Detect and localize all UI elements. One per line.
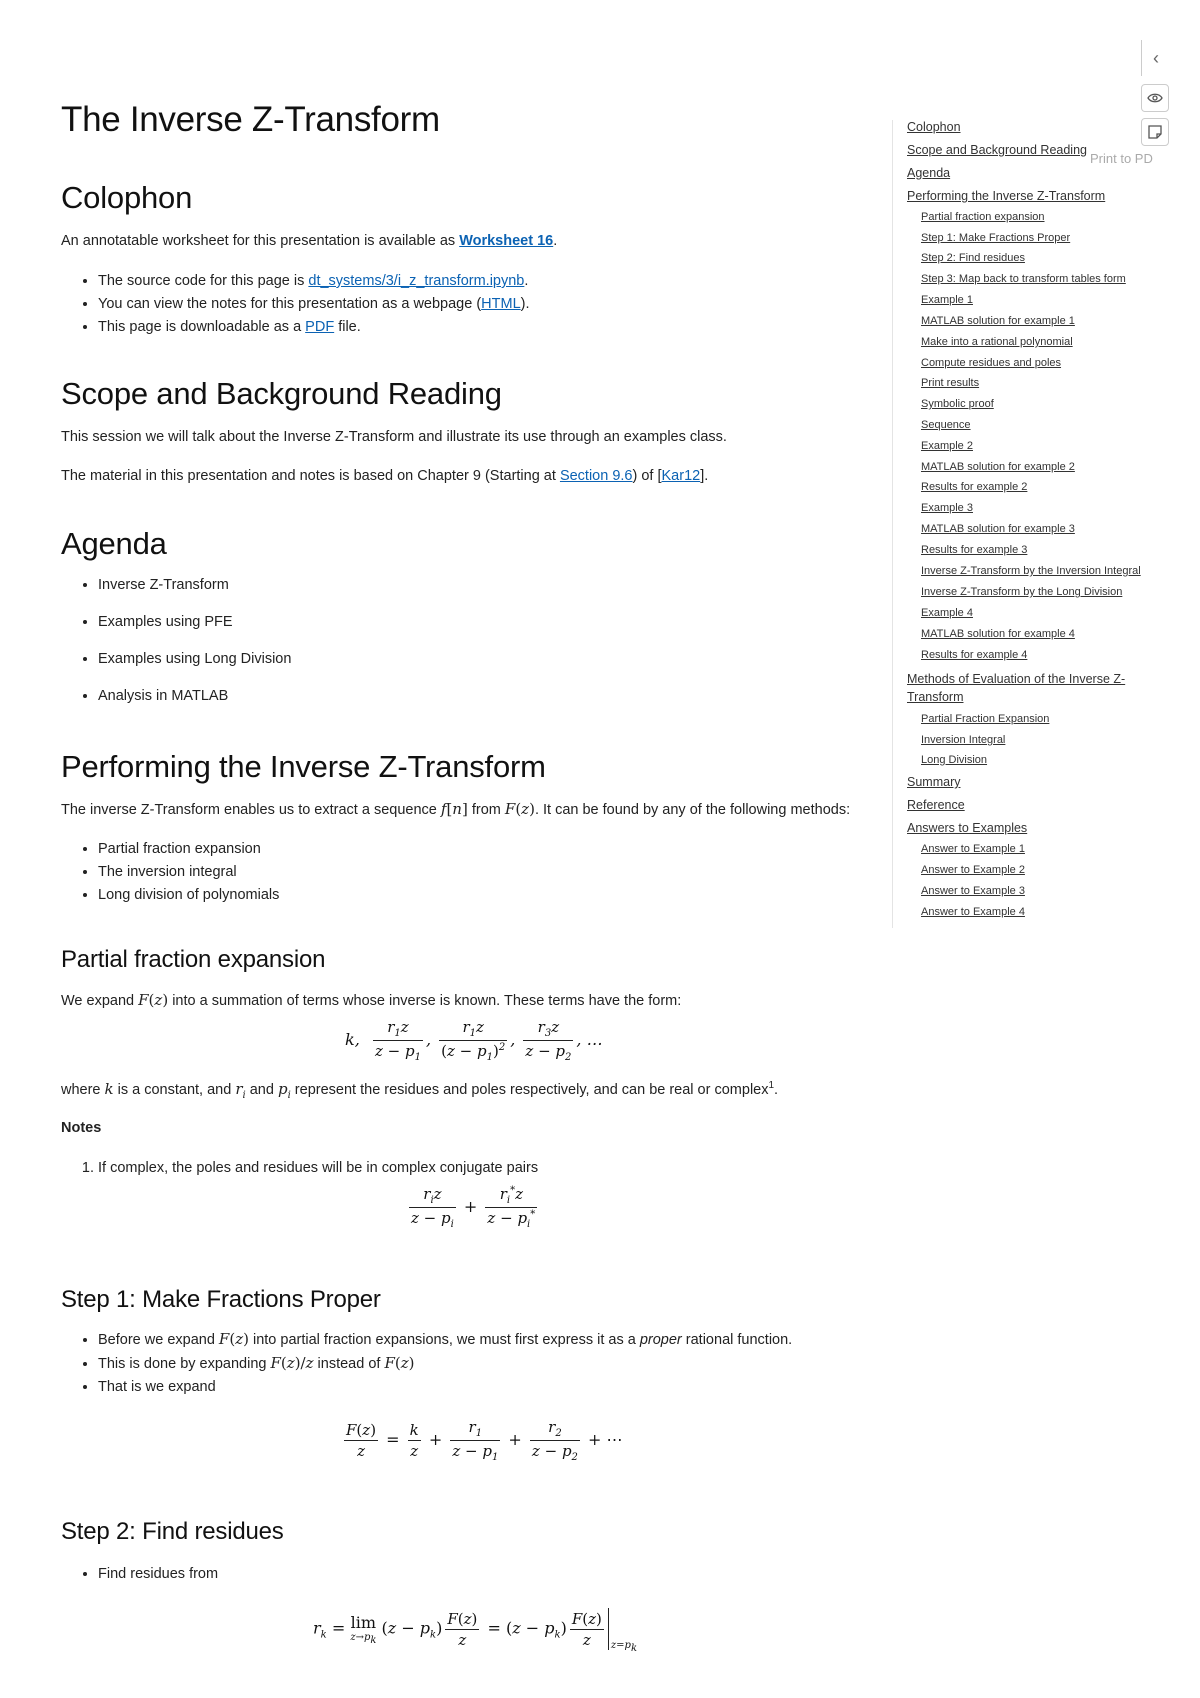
- colophon-list: [61, 270, 530, 339]
- list-item: 1. If complex, the poles and residues will be in complex conjugate pairs: [98, 1157, 538, 1180]
- list-item: • Find residues from: [98, 1563, 218, 1586]
- chevron-left-icon: ‹: [1153, 47, 1159, 68]
- toc-item[interactable]: Answer to Example 2: [921, 864, 1025, 876]
- toc-item[interactable]: Answer to Example 1: [921, 843, 1025, 855]
- eye-icon: [1147, 90, 1163, 106]
- toc-item[interactable]: Example 3: [921, 502, 973, 514]
- toc-item[interactable]: Results for example 3: [921, 544, 1028, 556]
- performing-heading: Performing the Inverse Z-Transform: [61, 749, 546, 784]
- toc-item[interactable]: Answer to Example 4: [921, 906, 1025, 918]
- toc-item[interactable]: Summary: [907, 775, 961, 789]
- toc-item[interactable]: Step 3: Map back to transform tables form: [921, 273, 1126, 285]
- list-item: • You can view the notes for this presentation as a webpage (HTML).: [98, 293, 530, 316]
- list-item: • Examples using Long Division: [98, 641, 291, 678]
- toc-item[interactable]: Step 1: Make Fractions Proper: [921, 232, 1071, 244]
- toc-item[interactable]: Agenda: [907, 166, 951, 180]
- toc-item[interactable]: MATLAB solution for example 2: [921, 461, 1075, 473]
- step2-heading: Step 2: Find residues: [61, 1518, 284, 1545]
- list-item: • Analysis in MATLAB: [98, 678, 291, 715]
- list-item: • That is we expand: [98, 1376, 792, 1399]
- toc-item[interactable]: Make into a rational polynomial: [921, 336, 1073, 348]
- list-item: • This page is downloadable as a PDF file.: [98, 316, 530, 339]
- pfe-paragraph-1: We expand F(z) into a summation of terms whose inverse is known. These terms have the form:: [61, 991, 682, 1009]
- collapse-sidebar-button[interactable]: [1141, 40, 1170, 76]
- notes-heading: Notes: [61, 1120, 102, 1136]
- scope-heading: Scope and Background Reading: [61, 376, 502, 411]
- notes-list: [61, 1157, 538, 1180]
- toc-item[interactable]: Results for example 4: [921, 649, 1028, 661]
- toc-item[interactable]: MATLAB solution for example 4: [921, 628, 1075, 640]
- scope-paragraph-2: The material in this presentation and notes is based on Chapter 9 (Starting at Section 9.6) of [Kar12].: [61, 468, 709, 484]
- toc-item[interactable]: Example 4: [921, 607, 973, 619]
- toc-item[interactable]: Step 2: Find residues: [921, 252, 1025, 264]
- table-of-contents: [892, 120, 1153, 928]
- step1-heading: Step 1: Make Fractions Proper: [61, 1286, 381, 1313]
- toc-item[interactable]: MATLAB solution for example 3: [921, 523, 1075, 535]
- scope-paragraph-1: This session we will talk about the Inverse Z-Transform and illustrate its use through an examples class.: [61, 429, 727, 445]
- agenda-list: [61, 567, 291, 715]
- toc-item[interactable]: Inversion Integral: [921, 734, 1006, 746]
- toc-item[interactable]: Long Division: [921, 754, 988, 766]
- toc-item[interactable]: Compute residues and poles: [921, 357, 1062, 369]
- toc-item[interactable]: Methods of Evaluation of the Inverse Z-: [907, 672, 1126, 686]
- performing-paragraph: The inverse Z-Transform enables us to extract a sequence f[n] from F(z). It can be found by any of the following methods:: [61, 800, 851, 818]
- toc-item[interactable]: Sequence: [921, 419, 971, 431]
- pfe-heading: Partial fraction expansion: [61, 946, 326, 973]
- list-item: • Long division of polynomials: [98, 884, 279, 907]
- toc-item[interactable]: Performing the Inverse Z-Transform: [907, 189, 1106, 203]
- toc-item[interactable]: Scope and Background Reading: [907, 143, 1087, 157]
- toc-item[interactable]: Results for example 2: [921, 481, 1028, 493]
- preview-button[interactable]: [1141, 84, 1169, 112]
- toc-item[interactable]: Colophon: [907, 120, 961, 134]
- worksheet-link[interactable]: Worksheet 16: [459, 233, 554, 249]
- proper-fraction-equation: $\frac{F(z)}{z}$ = $\frac{k}{z}$ + $\frac{r_1}{z - p_1}$ + $\frac{r_2}{z - p_2}$ + ⋯: [346, 1418, 623, 1463]
- toc-item[interactable]: Example 1: [921, 294, 973, 306]
- methods-list: [61, 838, 279, 907]
- toc-item[interactable]: Answer to Example 3: [921, 885, 1025, 897]
- page-title: The Inverse Z-Transform: [61, 100, 440, 139]
- toc-item[interactable]: Print results: [921, 377, 980, 389]
- pfe-paragraph-2: where k is a constant, and $r_i$ and $p_i$ represent the residues and poles respectively, and can be real or complex$^1$.: [61, 1080, 779, 1101]
- list-item: • The inversion integral: [98, 861, 279, 884]
- toc-item[interactable]: Transform: [907, 690, 964, 704]
- toc-item[interactable]: MATLAB solution for example 1: [921, 315, 1075, 327]
- pfe-terms-equation: k, $\frac{r_1z}{z - p_1}$ , $\frac{r_1z}{(z - p_1)^2}$ , $\frac{r_3z}{z - p_2}$ , …: [345, 1018, 603, 1063]
- list-item: • Inverse Z-Transform: [98, 567, 291, 604]
- source-code-link[interactable]: dt_systems/3/i_z_transform.ipynb: [308, 273, 525, 289]
- step1-list: [61, 1328, 792, 1399]
- toc-item[interactable]: Inverse Z-Transform by the Long Division: [921, 586, 1123, 598]
- list-item: • This is done by expanding F(z)/z instead of F(z): [98, 1352, 792, 1376]
- toc-item[interactable]: Example 2: [921, 440, 973, 452]
- pdf-link[interactable]: PDF: [305, 319, 335, 335]
- list-item: • Partial fraction expansion: [98, 838, 279, 861]
- toc-item[interactable]: Partial fraction expansion: [921, 211, 1045, 223]
- list-item: • The source code for this page is dt_systems/3/i_z_transform.ipynb.: [98, 270, 530, 293]
- toc-item[interactable]: Symbolic proof: [921, 398, 994, 410]
- list-item: • Before we expand F(z) into partial fraction expansions, we must first express it as a proper rational function.: [98, 1328, 792, 1352]
- section-link[interactable]: Section 9.6: [559, 468, 633, 484]
- agenda-heading: Agenda: [61, 526, 167, 561]
- toc-item[interactable]: Inverse Z-Transform by the Inversion Integral: [921, 565, 1141, 577]
- toc-item[interactable]: Partial Fraction Expansion: [921, 713, 1050, 725]
- html-link[interactable]: HTML: [481, 296, 521, 312]
- conjugate-pairs-equation: $\frac{r_iz}{z - p_i}$ + $\frac{r_i^*z}{z - p_i^*}$: [411, 1185, 536, 1230]
- residue-equation: $r_k$ = lim $z\to p_k$ $(z - p_k)$ $\frac{F(z)}{z}$ = $(z - p_k)$ $\frac{F(z)}{z}$ $z=p_k$: [313, 1609, 637, 1654]
- list-item: • Examples using PFE: [98, 604, 291, 641]
- colophon-intro: An annotatable worksheet for this presentation is available as Worksheet 16.: [61, 233, 558, 249]
- reference-link[interactable]: Kar12: [661, 468, 701, 484]
- step2-list: [61, 1563, 218, 1586]
- print-to-pdf-label[interactable]: Print to PD: [1090, 151, 1153, 166]
- toc-item[interactable]: Reference: [907, 798, 965, 812]
- colophon-heading: Colophon: [61, 180, 193, 215]
- toc-item[interactable]: Answers to Examples: [907, 821, 1028, 835]
